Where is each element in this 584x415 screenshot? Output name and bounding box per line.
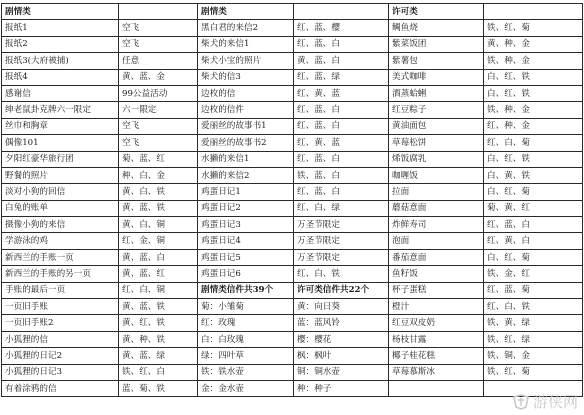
table-cell: 种：种子 [294, 380, 389, 396]
table-cell: 红豆双皮奶 [389, 315, 484, 331]
table-cell: 小狐狸的日记3 [2, 364, 119, 380]
table-cell: 水獭的来信1 [198, 151, 294, 167]
table-cell: 草莓松饼 [389, 135, 484, 151]
table-cell: 边枚的信 [198, 85, 294, 101]
table-cell: 六一限定 [119, 102, 198, 118]
table-cell: 铁、铜、金 [484, 348, 583, 364]
table-cell: 白、红、铁 [484, 69, 583, 85]
table-cell: 白、红、铁 [484, 151, 583, 167]
table-cell: 边枚的信件 [198, 102, 294, 118]
table-cell: 爱丽丝的故事书1 [198, 118, 294, 134]
header-cell [484, 4, 583, 20]
table-cell: 白、红、铁 [484, 85, 583, 101]
table-cell: 摄像小狗的来信 [2, 217, 119, 233]
table-cell: 黄、种、金 [484, 36, 583, 52]
table-cell: 红、黄、白 [484, 233, 583, 249]
table-cell: 黄、蓝、白 [119, 249, 198, 265]
table-row [2, 200, 583, 216]
table-cell: 万圣节限定 [294, 249, 389, 265]
table-cell: 红、白、铁 [484, 299, 583, 315]
table-row [2, 282, 583, 298]
table-cell: 手账的最后一页 [2, 282, 119, 298]
table-cell: 咖喱饭 [389, 167, 484, 183]
table-cell: 红、蓝、菊 [484, 282, 583, 298]
table-cell: 铁、金、红 [484, 266, 583, 282]
table-cell: 红豆粽子 [389, 102, 484, 118]
table-cell: 黑白君的来信2 [198, 20, 294, 36]
header-cell: 剧情类 [2, 4, 119, 20]
table-cell: 新西兰的手账的另一页 [2, 266, 119, 282]
table-cell: 红、蓝、白 [294, 151, 389, 167]
table-cell: 柴犬的信3 [198, 69, 294, 85]
table-cell: 绅老鼠卦克牌六一限定 [2, 102, 119, 118]
table-cell: 铁、红、绿 [484, 331, 583, 347]
table-cell: 丝巾和胸章 [2, 118, 119, 134]
table-cell: 小狐狸的信 [2, 331, 119, 347]
table-cell: 黄、蓝、白 [294, 53, 389, 69]
table-cell: 剧情类信件共39个 [198, 282, 294, 298]
table-cell: 红、种、金 [484, 118, 583, 134]
table-row [2, 315, 583, 331]
table-cell: 鸡蛋日记6 [198, 266, 294, 282]
table-cell [389, 380, 484, 396]
table-cell: 柴犬小宝的照片 [198, 53, 294, 69]
table-cell: 烯饭腐乳 [389, 151, 484, 167]
table-cell: 空飞 [119, 135, 198, 151]
table-cell: 红、蓝、樱 [294, 20, 389, 36]
table-row [2, 118, 583, 134]
table-cell: 泡面 [389, 233, 484, 249]
table-cell: 红、蓝、白 [294, 118, 389, 134]
table-cell: 蓝：蓝风铃 [294, 315, 389, 331]
table-cell: 报纸1 [2, 20, 119, 36]
table-cell: 樱：樱花 [294, 331, 389, 347]
table-cell: 报纸2 [2, 36, 119, 52]
table-cell: 铁、红、菊 [484, 20, 583, 36]
table-body [2, 4, 583, 397]
table-cell: 铁、红、菊 [484, 364, 583, 380]
table-cell: 红、金、铜 [119, 233, 198, 249]
watermark [512, 391, 578, 412]
table-cell: 鸡蛋日记3 [198, 217, 294, 233]
table-cell: 黄、蓝、绿 [119, 348, 198, 364]
table-cell: 小狐狸的日记2 [2, 348, 119, 364]
table-cell: 野餐的照片 [2, 167, 119, 183]
table-cell: 草莓慕斯冰 [389, 364, 484, 380]
table-row [2, 348, 583, 364]
table-cell: 鸡蛋日记2 [198, 200, 294, 216]
table-row [2, 167, 583, 183]
table-cell: 拉面 [389, 184, 484, 200]
table-row [2, 331, 583, 347]
table-cell: 有着涂鸦的信 [2, 380, 119, 396]
header-cell: 剧情类 [198, 4, 294, 20]
table-cell: 鲷鱼烧 [389, 20, 484, 36]
table-cell: 鸡蛋日记4 [198, 233, 294, 249]
table-cell: 空飞 [119, 20, 198, 36]
table-cell: 椰子桂花糕 [389, 348, 484, 364]
table-cell: 菊：小雏菊 [198, 299, 294, 315]
table-row [2, 233, 583, 249]
table-cell: 黄、蓝、铁 [119, 200, 198, 216]
table-cell: 铁：铁水壶 [198, 364, 294, 380]
table-cell: 柴犬的来信1 [198, 36, 294, 52]
table-cell: 学游泳的鸡 [2, 233, 119, 249]
table-cell: 感谢信 [2, 85, 119, 101]
table-cell: 紫菜饭团 [389, 36, 484, 52]
table-cell: 种、白、金 [119, 167, 198, 183]
table-row [2, 249, 583, 265]
watermark-text: 游侠网 [532, 393, 578, 411]
table-cell: 黄、种、铁 [119, 331, 198, 347]
table-cell: 金：金水壶 [198, 380, 294, 396]
table-cell: 99公益活动 [119, 85, 198, 101]
table-cell: 淡对小狗的回信 [2, 184, 119, 200]
table-cell: 紫薯包 [389, 53, 484, 69]
table-row [2, 217, 583, 233]
table-cell: 铁、种、金 [484, 102, 583, 118]
table-cell: 白、黄、铁 [484, 167, 583, 183]
table-cell: 爱丽丝的故事书2 [198, 135, 294, 151]
table-cell: 夕阳红豪华旅行团 [2, 151, 119, 167]
table-cell: 红、蓝、白 [294, 36, 389, 52]
table-cell: 红、蓝、白 [484, 217, 583, 233]
table-cell: 黄、红、铁 [119, 315, 198, 331]
table-cell: 鸡蛋日记1 [198, 184, 294, 200]
table-cell: 万圣节限定 [294, 233, 389, 249]
table-cell: 白兔的账单 [2, 200, 119, 216]
table-cell: 空飞 [119, 118, 198, 134]
table-cell: 新西兰的手账一页 [2, 249, 119, 265]
header-cell: 许可类 [389, 4, 484, 20]
table-cell: 绿：四叶草 [198, 348, 294, 364]
table-cell: 美式咖啡 [389, 69, 484, 85]
table-cell: 菊、黄、红 [484, 200, 583, 216]
table-cell: 黄：向日葵 [294, 299, 389, 315]
table-cell: 铁、黄、绿 [484, 315, 583, 331]
table-cell: 一页旧手账2 [2, 315, 119, 331]
table-row [2, 380, 583, 396]
table-cell: 橙汁 [389, 299, 484, 315]
table-row [2, 53, 583, 69]
table-cell: 白、红、菊 [484, 249, 583, 265]
letters-table [1, 3, 583, 397]
table-row [2, 364, 583, 380]
table-cell: 报纸4 [2, 69, 119, 85]
table-cell: 报纸3(大府被捕) [2, 53, 119, 69]
table-cell: 万圣节限定 [294, 217, 389, 233]
table-cell: 铁、红、白 [119, 364, 198, 380]
table-cell: 铁、蓝、白 [294, 167, 389, 183]
table-cell: 蓝、菊、铁 [119, 380, 198, 396]
header-cell [294, 4, 389, 20]
table-cell: 白、红、菊 [484, 184, 583, 200]
table-cell: 许可类信件共22个 [294, 282, 389, 298]
table-cell: 水獭的来信2 [198, 167, 294, 183]
table-row [2, 299, 583, 315]
table-cell: 空飞 [119, 36, 198, 52]
table-row [2, 266, 583, 282]
table-cell: 鱼籽饭 [389, 266, 484, 282]
table-cell: 黄、蓝、金 [119, 69, 198, 85]
table-cell: 任意 [119, 53, 198, 69]
table-row [2, 184, 583, 200]
table-cell: 杯子蛋糕 [389, 282, 484, 298]
table-cell: 一页旧手账 [2, 299, 119, 315]
table-row [2, 85, 583, 101]
watermark-logo-icon [512, 394, 530, 410]
table-cell: 红：玫瑰 [198, 315, 294, 331]
table-cell: 黄、白、铜 [119, 217, 198, 233]
table-cell: 红、蓝、白 [294, 184, 389, 200]
table-cell: 红、蓝、白 [294, 102, 389, 118]
table-cell: 铜：铜水壶 [294, 364, 389, 380]
table-cell: 红、黄、蓝 [294, 85, 389, 101]
table-row [2, 135, 583, 151]
table-row [2, 20, 583, 36]
table-cell: 白：白玫瑰 [198, 331, 294, 347]
table-cell: 红、白、绿 [294, 200, 389, 216]
table-cell: 杨枝甘露 [389, 331, 484, 347]
header-row [2, 4, 583, 20]
table-cell: 鸡蛋日记5 [198, 249, 294, 265]
table-cell: 黄油面包 [389, 118, 484, 134]
header-cell [119, 4, 198, 20]
table-cell: 红、黄、蓝 [294, 135, 389, 151]
table-cell: 黄、白、铁 [119, 184, 198, 200]
table-cell: 枫：枫叶 [294, 348, 389, 364]
table-cell: 炸鲜寿司 [389, 217, 484, 233]
table-cell: 蘑菇意面 [389, 200, 484, 216]
table-cell: 番茄意面 [389, 249, 484, 265]
table-cell: 偶像101 [2, 135, 119, 151]
table-cell: 铁、种、金 [484, 53, 583, 69]
table-cell: 红、白、铁 [294, 266, 389, 282]
table-cell: 酒蒸蛤蜊 [389, 85, 484, 101]
table-cell: 红、白、铜 [119, 282, 198, 298]
table-row [2, 151, 583, 167]
table-row [2, 102, 583, 118]
table-row [2, 36, 583, 52]
table-cell: 菊、蓝、红 [119, 151, 198, 167]
table-cell: 黄、蓝、红 [119, 266, 198, 282]
table-cell: 黄、蓝、铁 [119, 299, 198, 315]
table-row [2, 69, 583, 85]
table-cell: 红、蓝、绿 [294, 69, 389, 85]
table-cell: 红、白、菊 [484, 135, 583, 151]
